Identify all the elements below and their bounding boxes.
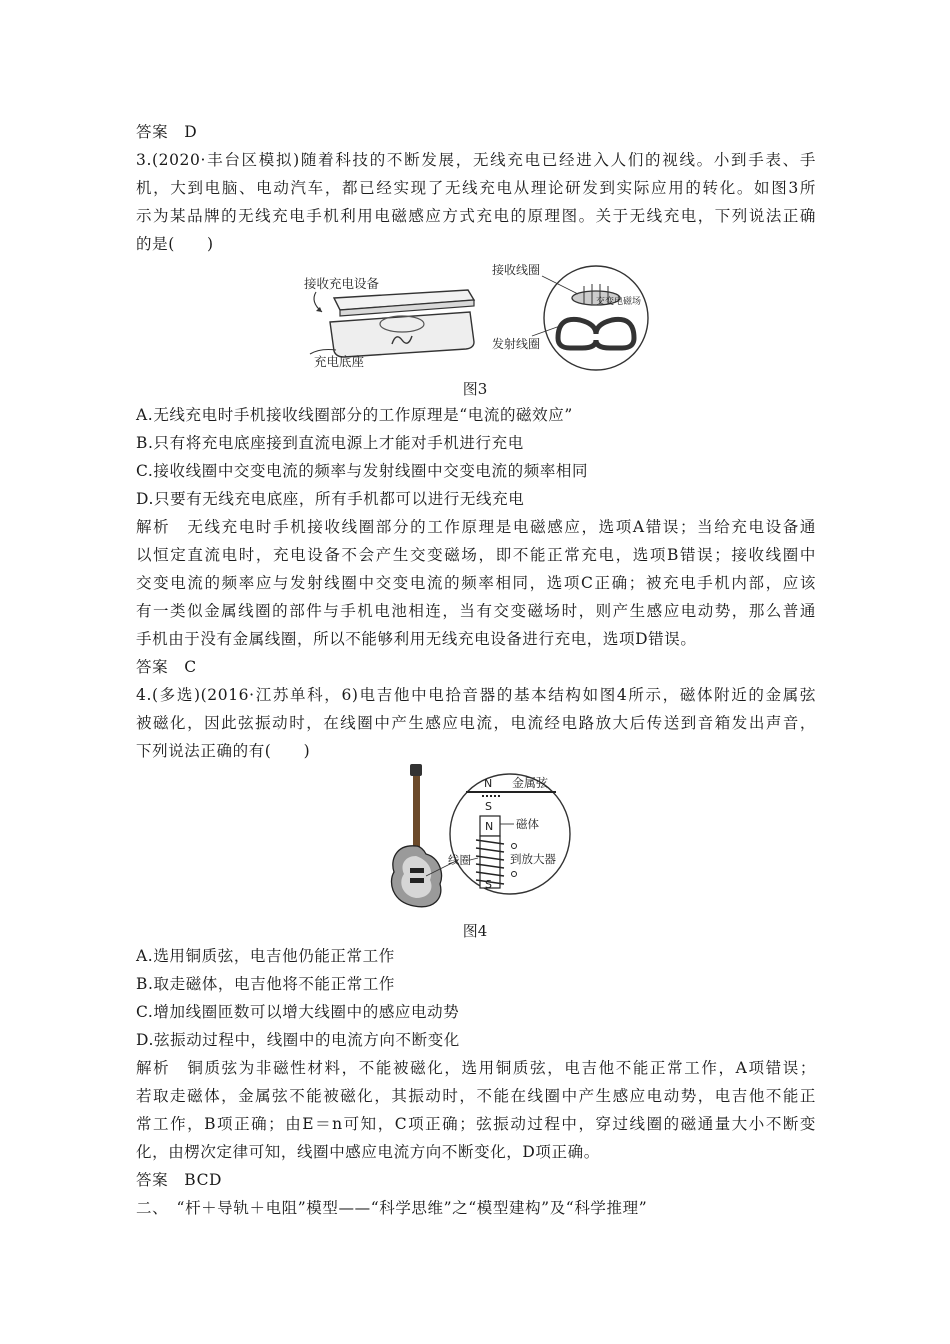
q4-option-c: C.增加线圈匝数可以增大线圈中的感应电动势	[136, 1003, 460, 1021]
q4-analysis-line-4: 化，由楞次定律可知，线圈中感应电流方向不断变化，D项正确。	[136, 1143, 600, 1161]
q3-stem-line-3: 示为某品牌的无线充电手机利用电磁感应方式充电的原理图。关于无线充电，下列说法正确	[136, 207, 816, 225]
q3-stem-line-2: 机，大到电脑、电动汽车，都已经实现了无线充电从理论研发到实际应用的转化。如图3所	[136, 179, 816, 197]
q4-option-a: A.选用铜质弦，电吉他仍能正常工作	[136, 947, 395, 965]
guitar-pickup-1	[410, 868, 424, 873]
label-transmit-coil: 发射线圈	[492, 337, 541, 351]
q4-stem-line-2: 被磁化，因此弦振动时，在线圈中产生感应电流，电流经电路放大后传送到音箱发出声音，	[136, 714, 816, 732]
q4-option-b: B.取走磁体，电吉他将不能正常工作	[136, 975, 396, 993]
q4-analysis-line-1: 解析 铜质弦为非磁性材料，不能被磁化，选用铜质弦，电吉他不能正常工作，A项错误；	[136, 1059, 816, 1077]
label-magnet: 磁体	[516, 817, 539, 831]
q3-answer: 答案 C	[136, 658, 197, 676]
q4-stem-line-1: 4.(多选)(2016·江苏单科，6)电吉他中电拾音器的基本结构如图4所示，磁体附近的金属弦	[136, 686, 816, 704]
q2-answer: 答案 D	[136, 123, 198, 141]
pole-s-bottom: S	[485, 878, 492, 891]
q3-analysis-line-1: 解析 无线充电时手机接收线圈部分的工作原理是电磁感应，选项A错误；当给充电设备通	[136, 518, 816, 536]
q3-option-c: C.接收线圈中交变电流的频率与发射线圈中交变电流的频率相同	[136, 462, 589, 480]
q3-option-d: D.只要有无线充电底座，所有手机都可以进行无线充电	[136, 490, 525, 508]
arrow-device-head	[316, 307, 322, 312]
q4-answer: 答案 BCD	[136, 1171, 223, 1189]
pole-s-top: S	[485, 800, 492, 813]
label-field: 交变电磁场	[596, 297, 642, 307]
q3-analysis-line-5: 手机由于没有金属线圈，所以不能够利用无线充电设备进行充电，选项D错误。	[136, 630, 697, 648]
label-base: 充电底座	[314, 354, 365, 369]
q3-analysis-line-2: 以恒定直流电时，充电设备不会产生交变磁场，即不能正常充电，选项B错误；接收线圈中	[136, 546, 816, 564]
figure-4-caption: 图4	[462, 922, 488, 940]
q3-option-a: A.无线充电时手机接收线圈部分的工作原理是“电流的磁效应”	[136, 406, 573, 424]
guitar-headstock	[410, 764, 422, 776]
q3-analysis-line-3: 交变电流的频率应与发射线圈中交变电流的频率相同，选项C正确；被充电手机内部，应该	[136, 574, 816, 592]
figure-4-guitar-pickup	[386, 760, 576, 912]
figure-3-wireless-charging	[296, 260, 656, 375]
guitar-neck	[413, 776, 420, 848]
label-amp: 到放大器	[510, 852, 556, 866]
q3-option-b: B.只有将充电底座接到直流电源上才能对手机进行充电	[136, 434, 524, 452]
label-coil: 线圈	[448, 853, 471, 867]
detail-circle	[544, 266, 648, 370]
charging-base	[330, 312, 474, 357]
q3-analysis-line-4: 有一类似金属线圈的部件与手机电池相连，当有交变磁场时，则产生感应电动势，那么普通	[136, 602, 816, 620]
label-device: 接收充电设备	[304, 276, 380, 291]
figure-3-caption: 图3	[462, 380, 488, 398]
q3-stem-line-1: 3.(2020·丰台区模拟)随着科技的不断发展，无线充电已经进入人们的视线。小到手表、手	[136, 151, 816, 169]
q4-analysis-line-2: 若取走磁体，金属弦不能被磁化，其振动时，不能在线圈中产生感应电动势，电吉他不能正	[136, 1087, 816, 1105]
q4-analysis-line-3: 常工作，B项正确；由E＝n可知，C项正确；弦振动过程中，穿过线圈的磁通量大小不断变	[136, 1115, 816, 1133]
label-receive-coil: 接收线圈	[492, 263, 541, 277]
label-string: 金属弦	[512, 776, 549, 790]
q4-option-d: D.弦振动过程中，线圈中的电流方向不断变化	[136, 1031, 460, 1049]
guitar-pickup-2	[410, 878, 424, 883]
q3-stem-line-4: 的是( )	[136, 235, 214, 253]
pole-n-mid: N	[485, 820, 494, 833]
pole-n-top: N	[484, 777, 493, 790]
q4-stem-line-3: 下列说法正确的有( )	[136, 742, 311, 760]
section-heading: 二、 “杆＋导轨＋电阻”模型——“科学思维”之“模型建构”及“科学推理”	[136, 1199, 648, 1217]
